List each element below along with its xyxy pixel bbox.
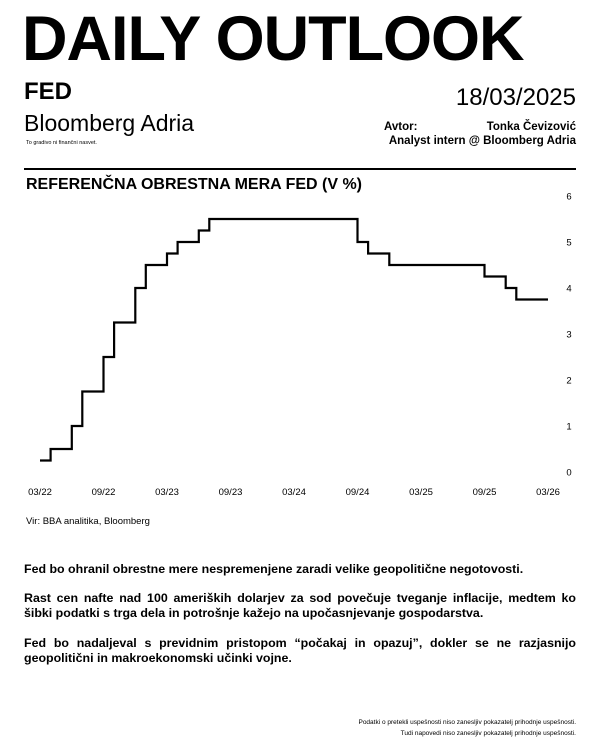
y-axis-labels bbox=[566, 192, 571, 479]
brand-disclaimer: To gradivo ni finančni nasvet. bbox=[26, 140, 97, 146]
x-tick-label: 09/25 bbox=[472, 487, 497, 498]
author-role: Analyst intern @ Bloomberg Adria bbox=[388, 135, 576, 147]
x-tick-label: 03/23 bbox=[155, 487, 179, 498]
x-axis-labels bbox=[28, 487, 560, 498]
author-label: Avtor: bbox=[384, 121, 418, 133]
report-date: 18/03/2025 bbox=[455, 84, 576, 111]
x-tick-label: 03/24 bbox=[282, 487, 306, 498]
footer-disclaimer-2: Tudi napovedi niso zanesljiv pokazatelj prihodnje uspešnosti. bbox=[400, 730, 576, 737]
x-tick-label: 09/22 bbox=[91, 487, 116, 498]
y-tick-label: 0 bbox=[566, 467, 572, 479]
header-divider bbox=[24, 168, 576, 170]
chart-title: REFERENČNA OBRESTNA MERA FED (V %) bbox=[26, 176, 363, 193]
y-tick-label: 1 bbox=[566, 421, 572, 433]
rate-chart bbox=[0, 185, 600, 505]
y-tick-label: 6 bbox=[566, 191, 572, 203]
author-name: Tonka Čevizović bbox=[486, 121, 576, 133]
y-tick-label: 5 bbox=[566, 237, 572, 249]
x-tick-label: 03/22 bbox=[28, 487, 52, 498]
footer-disclaimer-1: Podatki o pretekli uspešnosti niso zanesljiv pokazatelj prihodnje uspešnosti. bbox=[358, 719, 576, 726]
chart-source: Vir: BBA analitika, Bloomberg bbox=[26, 516, 150, 527]
paragraph-3: Fed bo nadaljeval s previdnim pristopom “počakaj in opazuj”, dokler se ne razjasnijo geopolitični in makroekonomski učinki vojne. bbox=[24, 636, 576, 665]
x-tick-label: 09/23 bbox=[218, 487, 243, 498]
x-tick-label: 09/24 bbox=[345, 487, 370, 498]
brand-name: Bloomberg Adria bbox=[24, 110, 195, 136]
headline: DAILY OUTLOOK bbox=[22, 4, 524, 74]
x-tick-label: 03/26 bbox=[536, 487, 560, 498]
x-tick-label: 03/25 bbox=[409, 487, 433, 498]
paragraph-1: Fed bo ohranil obrestne mere nespremenjene zaradi velike geopolitične negotovosti. bbox=[24, 562, 524, 576]
topic-label: FED bbox=[24, 78, 72, 105]
y-tick-label: 2 bbox=[566, 375, 572, 387]
y-tick-label: 4 bbox=[566, 283, 572, 295]
paragraph-2: Rast cen nafte nad 100 ameriških dolarjev za sod povečuje tveganje inflacije, medtem ko šibki podatki s trga dela in potrošnje kažejo na upočasnjevanje gospodarstva. bbox=[24, 591, 576, 620]
y-tick-label: 3 bbox=[566, 329, 572, 341]
series-line-fed-rate bbox=[40, 219, 548, 461]
